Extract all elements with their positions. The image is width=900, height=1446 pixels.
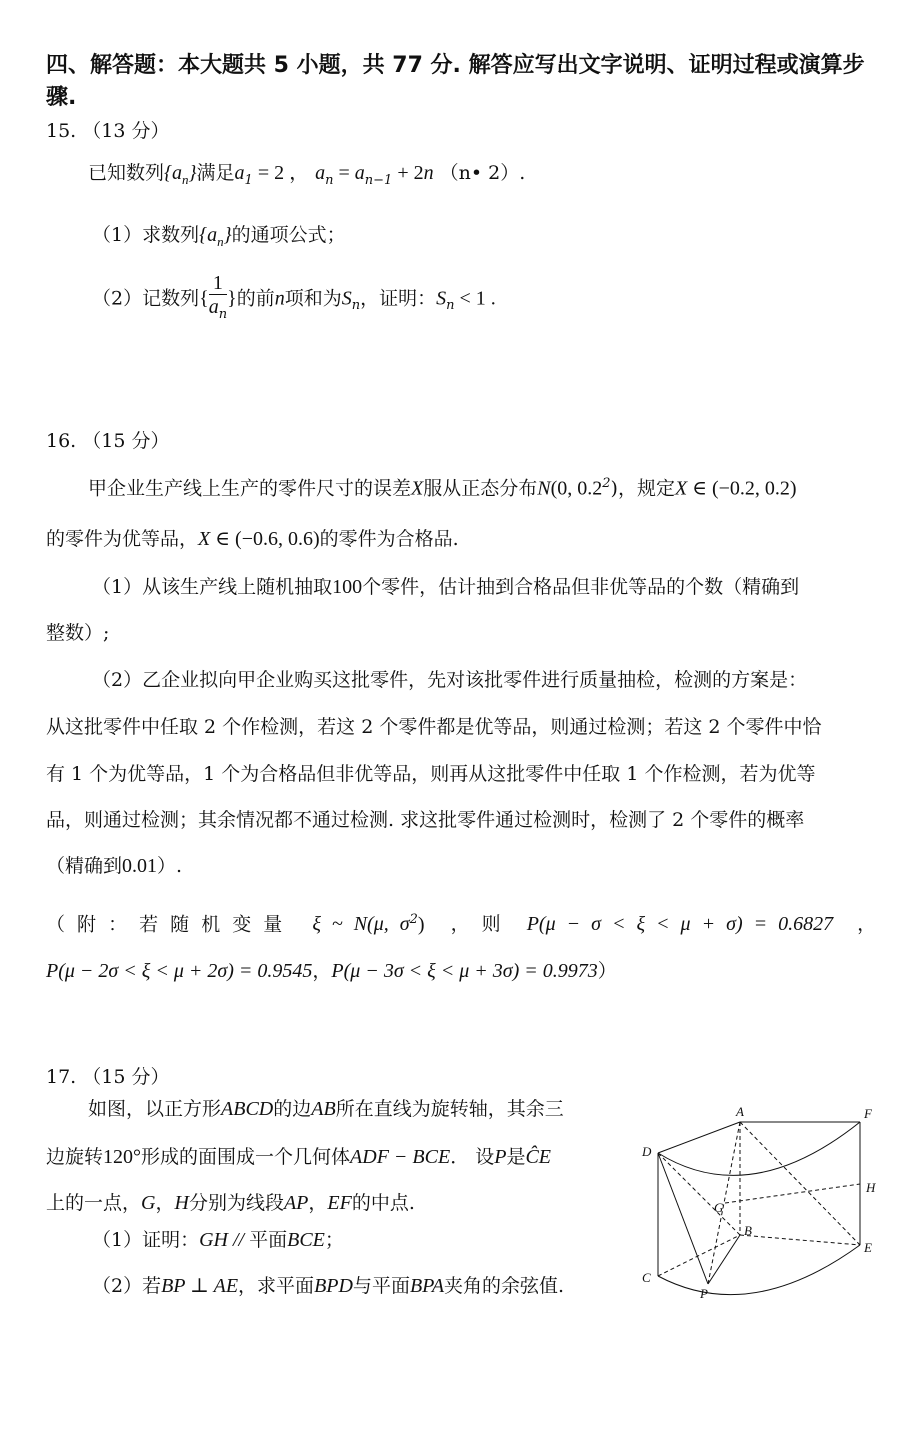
q15-p2-S-sub: n <box>351 298 361 314</box>
q17-l2-b: 形成的面围成一个几何体 <box>141 1146 351 1168</box>
q17-l2-solid: ADF − BCE <box>350 1146 451 1168</box>
q16-l5-b: ）. <box>157 855 183 877</box>
q15-eq2: = <box>333 162 355 184</box>
q17-l3-a: 上的一点， <box>46 1192 142 1214</box>
q17-p1-a: （1）证明： <box>92 1229 200 1251</box>
q16-app-close: ) <box>417 913 425 936</box>
label-P: P <box>700 1286 708 1301</box>
q15-p1-tail: 的通项公式； <box>231 224 346 246</box>
q16-l1-close: )，规定 <box>610 477 675 500</box>
q15-p2-prove: ，证明： <box>360 287 437 310</box>
q16-part2-l3: 有 1 个为优等品，1 个为合格品但非优等品，则再从这批零件中任取 1 个作检测，若为优等 <box>46 763 816 785</box>
edge-CB <box>658 1235 740 1276</box>
q15-p2-S2: S <box>436 287 447 310</box>
q15-stem-text: 已知数列 <box>88 162 165 184</box>
q17-l1-ABCD: ABCD <box>221 1098 274 1120</box>
q15-frac-den-sub: n <box>218 306 228 322</box>
q16-line1 <box>88 471 797 501</box>
q15-header: 15. （13 分） <box>46 120 170 142</box>
q15-p2-S2-sub: n <box>446 298 455 314</box>
q15-p2-mid: 的前 <box>236 287 275 310</box>
q15-frac-num: 1 <box>209 272 227 295</box>
q15-p1-sub: n <box>217 234 224 249</box>
q16-l1-sq: 2 <box>602 476 611 491</box>
q16-line2 <box>46 526 459 552</box>
q17-l1-a: 如图，以正方形 <box>88 1098 222 1120</box>
label-F: F <box>864 1106 872 1121</box>
q16-p1-a: （1）从该生产线上随机抽取 <box>92 576 333 598</box>
q15-eq1: = 2 ， <box>252 162 310 184</box>
q17-l3-EF: EF <box>327 1192 352 1214</box>
q15-stem-mid: 满足 <box>196 162 235 184</box>
q16-l1-N: N <box>537 477 551 500</box>
q17-p2-b: ，求平面 <box>238 1275 315 1297</box>
q16-part2-l1: （2）乙企业拟向甲企业购买这批零件，先对该批零件进行质量抽检，检测的方案是： <box>92 669 808 691</box>
q15-seq-sub: n <box>182 172 189 187</box>
q17-p1-c: ； <box>324 1229 344 1251</box>
q17-l3-G: G <box>141 1192 156 1214</box>
q16-app-xi: ξ ~ N(μ, σ <box>312 913 410 936</box>
q16-app-end: ） <box>597 960 617 982</box>
q17-p1-GH: GH // <box>199 1229 250 1251</box>
q16-l1-X: X <box>411 477 424 500</box>
q15-p2-brace-close: } <box>227 287 237 310</box>
q15-a1: a <box>234 162 245 184</box>
q15-seq-brace: } <box>188 162 197 184</box>
q15-p1-brace: } <box>223 224 232 246</box>
edge-DA <box>658 1122 740 1153</box>
q16-l2-a: 的零件为优等品， <box>46 528 199 550</box>
q17-l2-deg: 120° <box>103 1146 142 1168</box>
q16-part2-l4: 品，则通过检测；其余情况都不通过检测. 求这批零件通过检测时，检测了 2 个零件的概率 <box>46 809 805 831</box>
bottom-arc-front <box>658 1245 860 1295</box>
q15-plus: + 2 <box>392 162 424 184</box>
q15-an-sub: n <box>325 172 334 188</box>
q17-l3-c: 分别为线段 <box>188 1192 284 1214</box>
q15-p1-seq: {a <box>199 224 218 246</box>
segment-DP <box>658 1153 708 1284</box>
q16-l5-a: （精确到 <box>46 855 123 877</box>
q16-part2-l5 <box>46 853 182 879</box>
q17-header: 17. （15 分） <box>46 1066 170 1088</box>
q17-l2-c: ． 设 <box>450 1146 495 1168</box>
q17-l3-b: ， <box>155 1192 175 1214</box>
q16-appendix-l1 <box>46 907 876 937</box>
q17-p2-BPD: BPD <box>314 1275 353 1297</box>
q16-p1-num: 100 <box>332 576 363 598</box>
q16-app-p3: P(μ − 3σ < ξ < μ + 3σ) = 0.9973 <box>331 960 598 982</box>
q15-part1 <box>92 222 346 255</box>
label-G: G <box>714 1200 724 1215</box>
q16-l1-a: 甲企业生产线上生产的零件尺寸的误差 <box>88 477 412 500</box>
q15-fraction <box>209 272 227 327</box>
q15-p2-label: （2）记数列 <box>92 287 200 310</box>
q16-part2-l2: 从这批零件中任取 2 个作检测，若这 2 个零件都是优等品，则通过检测；若这 2 个零件中恰 <box>46 716 822 738</box>
q17-l3-d: ， <box>308 1192 328 1214</box>
section-heading: 四、解答题：本大题共 5 小题，共 77 分. 解答应写出文字说明、证明过程或演算步骤. <box>46 53 865 110</box>
q16-l2-interval: ∈ (−0.6, 0.6) <box>210 528 320 550</box>
q16-part1-cont: 整数）; <box>46 622 110 644</box>
label-B: B <box>744 1223 752 1238</box>
q17-p1-b: 平面 <box>249 1229 288 1251</box>
q15-p2-n: n <box>274 287 285 310</box>
q16-app-comma: ， <box>857 913 877 936</box>
q16-header: 16. （15 分） <box>46 430 170 452</box>
label-H: H <box>866 1180 876 1195</box>
q17-line1 <box>88 1096 564 1122</box>
label-C: C <box>642 1270 651 1285</box>
q15-p2-mid2: 项和为 <box>284 287 342 310</box>
edge-BE <box>740 1235 860 1245</box>
q17-l2-d: 是 <box>506 1146 526 1168</box>
q16-app-open: （ 附 ： 若 随 机 变 量 <box>46 913 283 936</box>
q15-frac-den: a <box>208 296 219 318</box>
q17-l3-H: H <box>174 1192 189 1214</box>
q15-a1-sub: 1 <box>244 172 253 188</box>
q15-an: a <box>315 162 326 184</box>
label-D: D <box>642 1144 652 1159</box>
q15-an1-sub: n−1 <box>364 172 393 188</box>
top-arc-front <box>658 1122 860 1175</box>
q17-l2-P: P <box>494 1146 507 1168</box>
q17-l1-b: 的边 <box>273 1098 312 1120</box>
q15-p2-S: S <box>341 287 352 310</box>
q15-p2-ineq: < 1 . <box>454 287 496 310</box>
q16-l1-interval: ∈ (−0.2, 0.2) <box>687 477 797 500</box>
q16-part1 <box>92 574 799 600</box>
q16-l2-X: X <box>198 528 211 550</box>
q15-stem <box>88 160 525 194</box>
q16-appendix-l2 <box>46 958 617 984</box>
q17-l3-e: 的中点. <box>351 1192 415 1214</box>
q16-l1-params: (0, 0.2 <box>550 477 603 500</box>
q15-p1-label: （1）求数列 <box>92 224 200 246</box>
q17-p2-c: 与平面 <box>352 1275 410 1297</box>
q15-part2 <box>92 272 496 327</box>
q17-part1 <box>92 1227 344 1253</box>
q17-l3-AP: AP <box>283 1192 309 1214</box>
q16-app-sep: ， <box>312 960 332 982</box>
q17-l1-AB: AB <box>311 1098 336 1120</box>
q17-p2-d: 夹角的余弦值. <box>444 1275 565 1297</box>
q16-l1-b: 服从正态分布 <box>423 477 538 500</box>
q16-app-then: ， 则 <box>450 913 501 936</box>
q17-p1-BCE: BCE <box>287 1229 325 1251</box>
q16-app-p1: P(μ − σ < ξ < μ + σ) = 0.6827 <box>526 913 834 936</box>
segment-GH <box>725 1184 860 1203</box>
q17-p2-a: （2）若 <box>92 1275 162 1297</box>
q17-l1-c: 所在直线为旋转轴，其余三 <box>335 1098 564 1120</box>
q15-seq: {a <box>164 162 183 184</box>
q17-l2-a: 边旋转 <box>46 1146 104 1168</box>
q17-p2-BPA: BPA <box>409 1275 445 1297</box>
q15-n: n <box>423 162 434 184</box>
q15-an1: a <box>354 162 365 184</box>
segment-DB <box>658 1153 740 1235</box>
segment-AE <box>740 1122 860 1245</box>
q17-l2-arc: ĈE <box>525 1146 552 1168</box>
q17-p2-rel: BP ⊥ AE <box>161 1275 239 1297</box>
q16-l5-num: 0.01 <box>122 855 158 877</box>
q16-p1-rest: 个零件，估计抽到合格品但非优等品的个数（精确到 <box>362 576 800 598</box>
q15-p2-brace-open: { <box>199 287 209 310</box>
q16-app-sq: 2 <box>409 912 418 927</box>
label-E: E <box>864 1240 872 1255</box>
q17-line2 <box>46 1144 551 1170</box>
geometry-figure <box>630 1100 890 1310</box>
q15-cond: （n• 2）. <box>439 162 526 184</box>
q16-app-p2: P(μ − 2σ < ξ < μ + 2σ) = 0.9545 <box>46 960 313 982</box>
q17-part2 <box>92 1273 564 1299</box>
q16-l2-b: 的零件为合格品. <box>319 528 459 550</box>
q17-line3 <box>46 1190 415 1216</box>
label-A: A <box>736 1104 744 1119</box>
q16-l1-X2: X <box>674 477 688 500</box>
